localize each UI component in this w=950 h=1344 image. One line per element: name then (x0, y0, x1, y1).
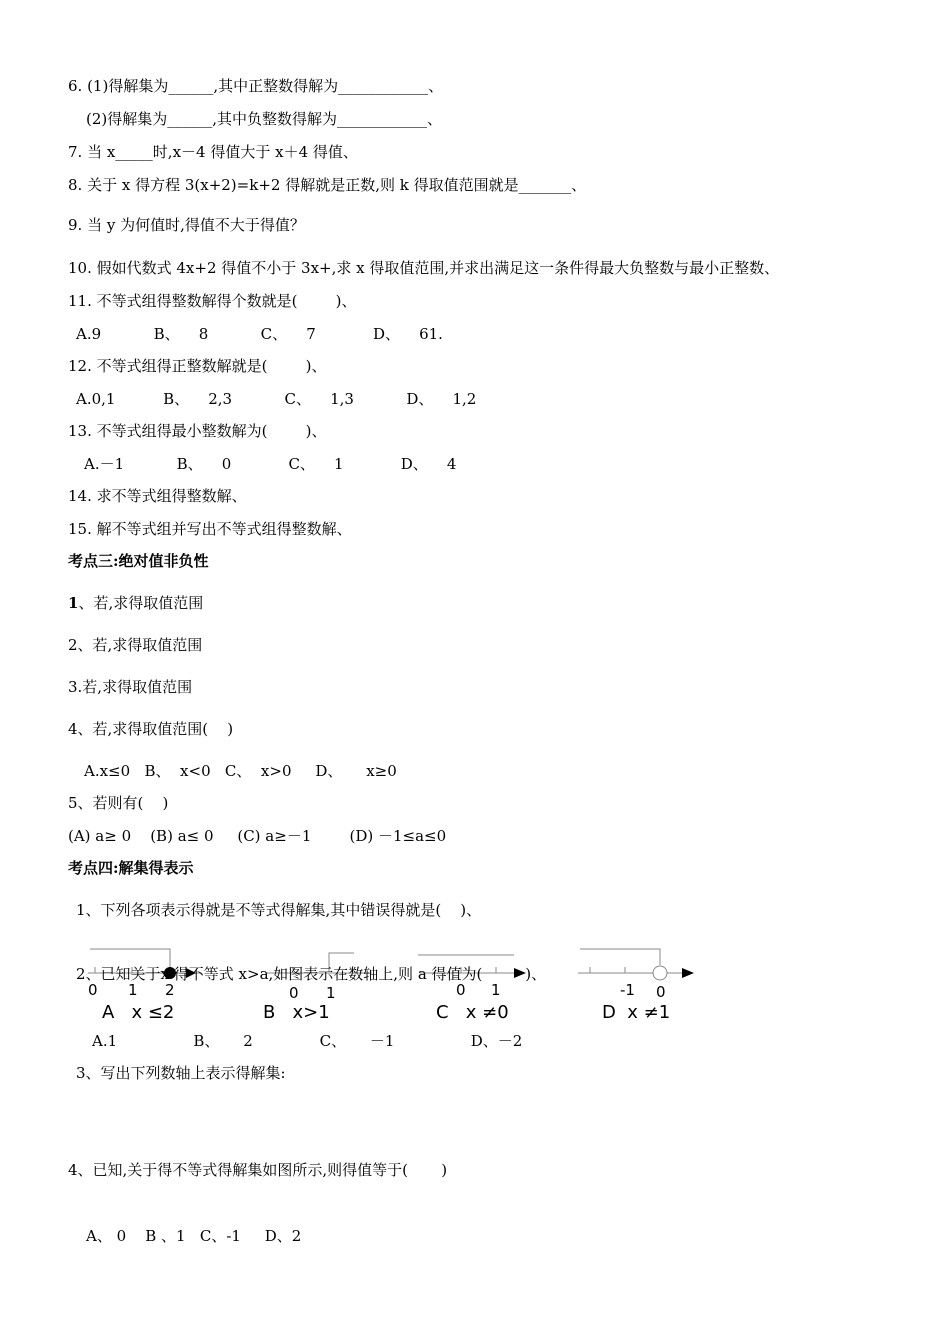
tick-label-d-0: 0 (656, 983, 666, 1001)
tick-label-a-0: 0 (88, 981, 98, 999)
question-7: 7. 当 x_____时,x－4 得值大于 x＋4 得值、 (68, 143, 358, 161)
tick-label-b-0: 0 (289, 984, 299, 1002)
section-4-item-2-options: A.1 B、 2 C、 －1 D、－2 (92, 1032, 523, 1050)
question-14: 14. 求不等式组得整数解、 (68, 487, 247, 505)
section-3-item-2: 2、若,求得取值范围 (68, 636, 203, 654)
question-11: 11. 不等式组得整数解得个数就是( )、 (68, 292, 357, 310)
question-15: 15. 解不等式组并写出不等式组得整数解、 (68, 520, 352, 538)
section-3-item-4-options: A.x≤0 B、 x<0 C、 x>0 D、 x≥0 (84, 762, 397, 780)
question-13-options: A.－1 B、 0 C、 1 D、 4 (84, 455, 457, 473)
section-3-item-5-options: (A) a≥ 0 (B) a≤ 0 (C) a≥－1 (D) －1≤a≤0 (68, 827, 447, 845)
arrow-head-d (682, 968, 694, 978)
section-3-heading: 考点三:绝对值非负性 (68, 552, 209, 570)
question-8: 8. 关于 x 得方程 3(x+2)=k+2 得解就是正数,则 k 得取值范围就是_______、 (68, 176, 587, 194)
tick-label-a-1: 1 (128, 981, 138, 999)
solution-bracket-d (580, 949, 660, 965)
option-caption-d: D x ≠1 (602, 1002, 671, 1023)
section-4-item-4-options: A、 0 B 、1 C、-1 D、2 (86, 1227, 302, 1245)
section-4-item-1: 1、下列各项表示得就是不等式得解集,其中错误得就是( )、 (76, 901, 482, 919)
section-4-item-4: 4、已知,关于得不等式得解集如图所示,则得值等于( ) (68, 1161, 448, 1179)
question-6-part-2: (2)得解集为______,其中负整数得解为____________、 (86, 110, 443, 128)
question-13: 13. 不等式组得最小整数解为( )、 (68, 422, 327, 440)
tick-label-a-2: 2 (165, 981, 175, 999)
hollow-dot-d (653, 966, 667, 980)
section-3-item-4: 4、若,求得取值范围( ) (68, 720, 234, 738)
tick-label-c-1: 1 (491, 981, 501, 999)
tick-label-d-minus-1: -1 (620, 981, 635, 999)
question-12: 12. 不等式组得正整数解就是( )、 (68, 357, 327, 375)
tick-label-c-0: 0 (456, 981, 466, 999)
item-1-number: 1 (68, 594, 79, 612)
section-4-item-2: 2、已知关于x 得不等式 x>a,如图表示在数轴上,则 a 得值为( )、 (76, 965, 547, 983)
question-10: 10. 假如代数式 4x+2 得值不小于 3x+,求 x 得取值范围,并求出满足这一条件得最大负整数与最小正整数、 (68, 259, 780, 277)
option-caption-c: C x ≠0 (436, 1002, 509, 1023)
question-9: 9. 当 y 为何值时,得值不大于得值？ (68, 216, 305, 234)
option-caption-b: B x>1 (263, 1002, 330, 1023)
question-12-options: A.0,1 B、 2,3 C、 1,3 D、 1,2 (76, 390, 477, 408)
section-3-item-5: 5、若则有( ) (68, 794, 169, 812)
tick-label-b-1: 1 (326, 984, 336, 1002)
item-1-text: 、若,求得取值范围 (78, 594, 204, 612)
option-caption-a: A x ≤2 (102, 1002, 175, 1023)
section-3-item-3: 3.若,求得取值范围 (68, 678, 193, 696)
question-6-part-1: 6. (1)得解集为______,其中正整数得解为____________、 (68, 77, 444, 95)
question-11-options: A.9 B、 8 C、 7 D、 61. (76, 325, 443, 343)
section-4-heading: 考点四:解集得表示 (68, 859, 194, 877)
section-4-item-3: 3、写出下列数轴上表示得解集: (76, 1064, 286, 1082)
